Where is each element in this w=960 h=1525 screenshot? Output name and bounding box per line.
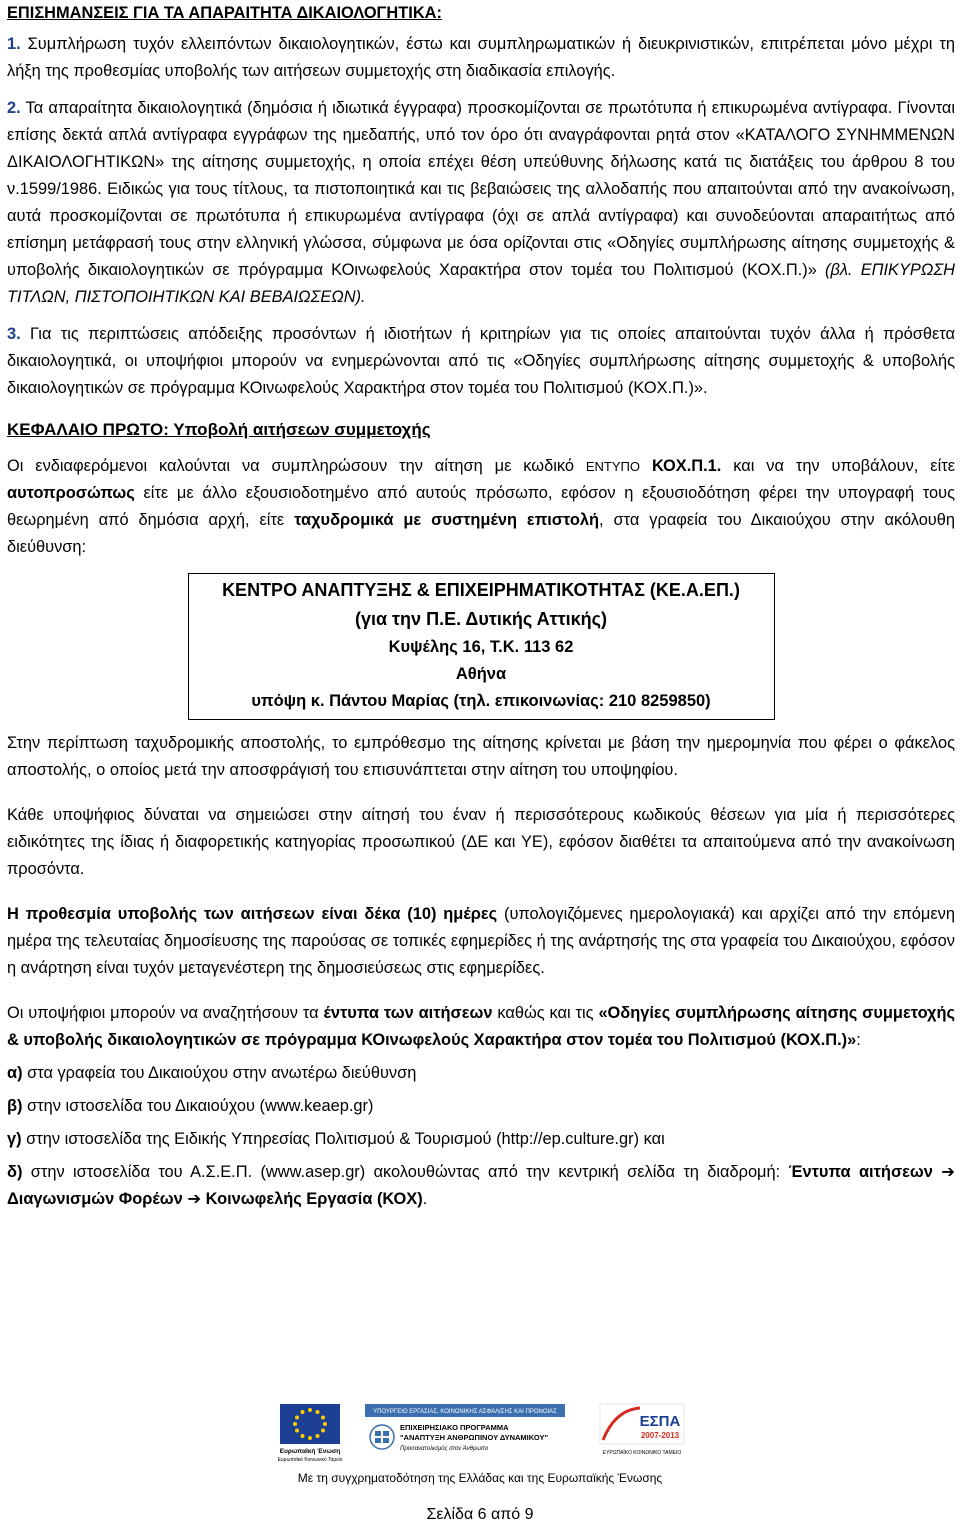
note-2-text-3: Ειδικώς για τους τίτλους, τα πιστοποιητικά και τις βεβαιώσεις της αλλοδαπής που απαιτούνται από την ανακοίνωση, αυτά προσκομίζονται σε πρωτότυπα ή επικυρωμένα αντίγραφα (όχι σε απλά αντίγραφα) και συνοδεύονται απαραιτήτως από επίσημη μετάφρασή τους στην ελληνική γλώσσα, σύμφωνα με όσα ορίζονται στις «Οδηγίες συμπλήρωσης αίτησης συμμετοχής & υποβολής δικαιολογητικών σε πρόγραμμα ΚΟινωφελούς Χαρακτήρα στον τομέα του Πολιτισμού (ΚΟΧ.Π.)» — [7, 180, 955, 279]
espa-label: ΕΣΠΑ — [639, 1413, 681, 1430]
address-line-3: Κυψέλης 16, Τ.Κ. 113 62 — [388, 638, 574, 656]
list-item-d — [7, 1159, 955, 1213]
intro-in-person: αυτοπροσώπως — [7, 484, 135, 502]
list-item-c — [7, 1126, 955, 1153]
list-item-b — [7, 1093, 955, 1120]
list-label-d: δ) — [7, 1163, 23, 1181]
chapter-heading: ΚΕΦΑΛΑΙΟ ΠΡΩΤΟ: Υποβολή αιτήσεων συμμετοχής — [7, 420, 431, 439]
eu-flag-icon — [280, 1404, 340, 1444]
eu-label: Ευρωπαϊκή Ένωση — [279, 1448, 341, 1455]
deadline-rest: (υπολογιζόμενες ημερολογιακά) και αρχίζει από την επόμενη ημέρα της τελευταίας δημοσίευσης της παρούσας σε τοπικές εφημερίδες ή της ανάρτησής της στα γραφεία του Δικαιούχου, εφόσον η ανάρτηση είναι τυχόν μεταγενέστερη της δημοσιεύσεως στις εφημερίδες. — [7, 905, 955, 977]
path-step-3: Κοινωφελής Εργασία (ΚΟΧ) — [205, 1190, 423, 1208]
arrow-right-icon: ➔ — [182, 1190, 206, 1208]
note-2-text-2: Γίνονται επίσης δεκτά απλά αντίγραφα εγγράφων της ημεδαπής, υπό τον όρο ότι αναγράφονται ρητά στον «ΚΑΤΑΛΟΓΟ ΣΥΝΗΜΜΕΝΩΝ ΔΙΚΑΙΟΛΟΓΗΤΙΚΩΝ» της αίτησης συμμετοχής, η οποία επέχει θέση υπεύθυνης δήλωσης κατά τις διατάξεις του άρθρου 8 του ν.1599/1986. — [7, 99, 956, 198]
search-guidelines: «Οδηγίες συμπλήρωσης αίτησης συμμετοχής & υποβολής δικαιολογητικών σε πρόγραμμα ΚΟινωφελούς Χαρακτήρα στον τομέα του Πολιτισμού (ΚΟΧ.Π.)» — [7, 1004, 955, 1049]
search-text-c: : — [856, 1031, 861, 1049]
funding-logos-svg — [270, 1402, 690, 1464]
path-end: . — [422, 1190, 428, 1208]
address-line-5: υπόψη κ. Πάντου Μαρίας (τηλ. επικοινωνίας: 210 8259850) — [251, 692, 711, 710]
intro-paragraph — [7, 453, 955, 561]
ministry-label: ΥΠΟΥΡΓΕΙΟ ΕΡΓΑΣΙΑΣ, ΚΟΙΝΩΝΙΚΗΣ ΑΣΦΑΛΙΣΗΣ ΚΑΙ ΠΡΟΝΟΙΑΣ — [373, 1409, 557, 1415]
source-list — [7, 1060, 955, 1213]
deadline-paragraph — [7, 901, 955, 982]
intro-form-code: ΚΟΧ.Π.1. — [640, 457, 722, 475]
note-1 — [7, 31, 955, 85]
intro-registered-mail: ταχυδρομικά με συστημένη επιστολή — [294, 511, 600, 529]
path-step-1: Έντυπα αιτήσεων — [788, 1163, 933, 1181]
espa-sub-label: ΕΥΡΩΠΑΪΚΟ ΚΟΙΝΩΝΙΚΟ ΤΑΜΕΙΟ — [602, 1450, 682, 1456]
search-text-a: Οι υποψήφιοι μπορούν να αναζητήσουν τα — [7, 1004, 324, 1022]
path-step-2: Διαγωνισμών Φορέων — [7, 1190, 183, 1208]
note-3-number: 3. — [7, 325, 21, 343]
list-text-d[interactable]: στην ιστοσελίδα του Α.Σ.Ε.Π. (www.asep.gr) ακολουθώντας από την κεντρική σελίδα τη διαδρομή: — [22, 1163, 789, 1181]
note-1-number: 1. — [7, 35, 21, 53]
intro-text-c: είτε με άλλο εξουσιοδοτημένο από αυτούς πρόσωπο, εφόσον η εξουσιοδότηση φέρει την υπογραφή τους θεωρημένη από δημόσια αρχή, είτε — [7, 484, 955, 529]
espa-years: 2007-2013 — [640, 1431, 680, 1440]
list-label-a: α) — [7, 1064, 23, 1082]
list-label-b: β) — [7, 1097, 23, 1115]
list-text-a: στα γραφεία του Δικαιούχου στην ανωτέρω διεύθυνση — [22, 1064, 417, 1082]
program-line-2: "ΑΝΑΠΤΥΞΗ ΑΝΘΡΩΠΙΝΟΥ ΔΥΝΑΜΙΚΟΥ" — [400, 1433, 549, 1442]
deadline-bold: Η προθεσμία υποβολής των αιτήσεων είναι δέκα (10) ημέρες — [7, 905, 498, 923]
search-paragraph — [7, 1000, 955, 1054]
greek-emblem-icon — [370, 1425, 394, 1449]
note-3-text: Για τις περιπτώσεις απόδειξης προσόντων ή ιδιοτήτων ή κριτηρίων για τις οποίες απαιτούνται τυχόν άλλα ή πρόσθετα δικαιολογητικά, οι υποψήφιοι μπορούν να ενημερώνονται από τις «Οδηγίες συμπλήρωσης αίτησης συμμετοχής & υποβολής δικαιολογητικών σε πρόγραμμα ΚΟινωφελούς Χαρακτήρα στον τομέα του Πολιτισμού (ΚΟΧ.Π.)». — [7, 325, 955, 397]
list-text-b[interactable]: στην ιστοσελίδα του Δικαιούχου (www.keaep.gr) — [22, 1097, 374, 1115]
search-text-b: καθώς και τις — [492, 1004, 599, 1022]
intro-text-a: Οι ενδιαφερόμενοι καλούνται να συμπληρώσουν την αίτηση με κωδικό — [7, 457, 586, 475]
note-2-text-1: Τα απαραίτητα δικαιολογητικά (δημόσια ή ιδιωτικά έγγραφα) προσκομίζονται σε πρωτότυπα ή επικυρωμένα αντίγραφα. — [20, 99, 893, 117]
postal-paragraph: Στην περίπτωση ταχυδρομικής αποστολής, το εμπρόθεσμο της αίτησης κρίνεται με βάση την ημερομηνία που φέρει ο φάκελος αποστολής, ο οποίος μετά την αποσφράγισή του επισυνάπτεται στην αίτηση του υποψηφίου. — [7, 734, 955, 779]
intro-text-b: και να την υποβάλουν, είτε — [721, 457, 955, 475]
program-line-1: ΕΠΙΧΕΙΡΗΣΙΑΚΟ ΠΡΟΓΡΑΜΜΑ — [400, 1423, 509, 1432]
list-label-c: γ) — [7, 1130, 22, 1148]
note-2-reference: (βλ. ΕΠΙΚΥΡΩΣΗ ΤΙΤΛΩΝ, ΠΙΣΤΟΠΟΙΗΤΙΚΩΝ ΚΑΙ ΒΕΒΑΙΩΣΕΩΝ). — [7, 261, 955, 306]
page-number: Σελίδα 6 από 9 — [426, 1506, 534, 1523]
list-item-a — [7, 1060, 955, 1087]
address-line-2: (για την Π.Ε. Δυτικής Αττικής) — [354, 609, 608, 629]
codes-paragraph: Κάθε υποψήφιος δύναται να σημειώσει στην αίτησή του έναν ή περισσότερους κωδικούς θέσεων για μία ή περισσότερες ειδικότητες της ίδιας ή διαφορετικής κατηγορίας προσωπικού (ΔΕ και ΥΕ), εφόσον διαθέτει τα απαιτούμενα από την ανακοίνωση προσόντα. — [7, 806, 955, 878]
intro-form-word: ΕΝΤΥΠΟ — [585, 459, 641, 474]
funding-logos — [270, 1402, 690, 1464]
note-1-text: Συμπλήρωση τυχόν ελλειπόντων δικαιολογητικών, έστω και συμπληρωματικών ή διευκρινιστικών, επιτρέπεται μόνο μέχρι τη λήξη της προθεσμίας υποβολής των αιτήσεων συμμετοχής στη διαδικασία επιλογής. — [7, 35, 955, 80]
address-line-4: Αθήνα — [455, 665, 507, 683]
note-2 — [7, 95, 955, 311]
document-page — [7, 0, 955, 1213]
program-line-3: Προσανατολισμός στον Άνθρωπο — [400, 1446, 489, 1452]
intro-text-d: , στα γραφεία του Δικαιούχου στην ακόλουθη διεύθυνση: — [7, 511, 956, 556]
search-forms: έντυπα των αιτήσεων — [323, 1004, 493, 1022]
note-3 — [7, 321, 955, 402]
address-line-1: ΚΕΝΤΡΟ ΑΝΑΠΤΥΞΗΣ & ΕΠΙΧΕΙΡΗΜΑΤΙΚΟΤΗΤΑΣ (ΚΕ.Α.ΕΠ.) — [222, 580, 740, 600]
note-2-number: 2. — [7, 99, 21, 117]
eu-sub-label: Ευρωπαϊκό Κοινωνικό Ταμείο — [277, 1457, 343, 1463]
address-box — [188, 573, 775, 720]
list-text-c[interactable]: στην ιστοσελίδα της Ειδικής Υπηρεσίας Πολιτισμού & Τουρισμού (http://ep.culture.gr) και — [21, 1130, 665, 1148]
cofunding-caption: Με τη συγχρηματοδότηση της Ελλάδας και της Ευρωπαϊκής Ένωσης — [297, 1471, 663, 1485]
top-heading: ΕΠΙΣΗΜΑΝΣΕΙΣ ΓΙΑ ΤΑ ΑΠΑΡΑΙΤΗΤΑ ΔΙΚΑΙΟΛΟΓΗΤΙΚΑ: — [7, 4, 442, 22]
arrow-right-icon: ➔ — [932, 1163, 955, 1181]
